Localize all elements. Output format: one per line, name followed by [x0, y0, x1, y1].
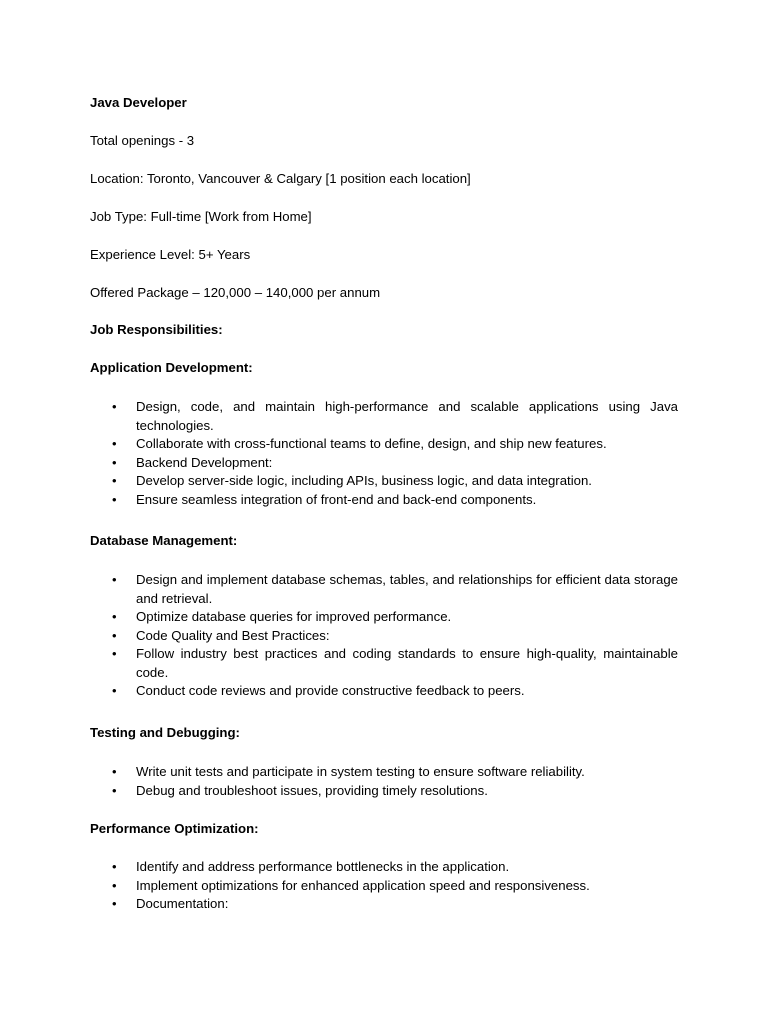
list-item-text: Identify and address performance bottlenecks in the application. [136, 859, 510, 874]
bullet-icon: • [112, 877, 117, 893]
list-item [90, 472, 678, 491]
section-heading-testing-debugging: Testing and Debugging: [90, 725, 240, 740]
bullet-icon: • [112, 764, 117, 779]
list-item [90, 858, 678, 877]
list-item [90, 627, 678, 646]
list-item [90, 877, 678, 896]
list-item-text: Conduct code reviews and provide constructive feedback to peers. [136, 683, 525, 698]
performance-optimization-list [90, 858, 678, 914]
list-item-text: Optimize database queries for improved performance. [136, 609, 452, 624]
bullet-icon: • [112, 454, 117, 470]
bullet-icon: • [112, 491, 117, 507]
list-item-text: Implement optimizations for enhanced application speed and responsiveness. [136, 877, 590, 893]
testing-debugging-list [90, 763, 678, 800]
list-item [90, 763, 678, 782]
responsibilities-heading: Job Responsibilities: [90, 322, 223, 337]
list-item [90, 895, 678, 914]
job-type: Job Type: Full-time [Work from Home] [90, 209, 312, 224]
bullet-icon: • [112, 436, 117, 451]
bullet-icon: • [112, 473, 117, 488]
list-item-text: Backend Development: [136, 454, 273, 470]
list-item-text: Design and implement database schemas, tables, and relationships for efficient data storage and retrieval. [136, 572, 678, 606]
list-item [90, 454, 678, 473]
bullet-icon: • [112, 572, 117, 587]
list-item [90, 571, 678, 608]
experience-level: Experience Level: 5+ Years [90, 247, 251, 262]
bullet-icon: • [112, 683, 117, 698]
database-management-list [90, 571, 678, 701]
total-openings: Total openings - 3 [90, 133, 195, 148]
location: Location: Toronto, Vancouver & Calgary [1 position each location] [90, 171, 471, 186]
list-item-text: Debug and troubleshoot issues, providing timely resolutions. [136, 782, 488, 798]
list-item [90, 608, 678, 627]
list-item-text: Write unit tests and participate in system testing to ensure software reliability. [136, 764, 585, 779]
offered-package: Offered Package – 120,000 – 140,000 per annum [90, 285, 381, 300]
section-heading-database-management: Database Management: [90, 533, 238, 548]
list-item-text: Code Quality and Best Practices: [136, 627, 330, 643]
bullet-icon: • [112, 399, 117, 414]
bullet-icon: • [112, 896, 117, 911]
list-item [90, 398, 678, 435]
bullet-icon: • [112, 609, 117, 624]
job-title: Java Developer [90, 95, 187, 110]
section-heading-application-development: Application Development: [90, 360, 253, 375]
list-item [90, 682, 678, 701]
section-heading-performance-optimization: Performance Optimization: [90, 821, 259, 836]
bullet-icon: • [112, 859, 117, 874]
list-item-text: Ensure seamless integration of front-end and back-end components. [136, 491, 537, 507]
list-item-text: Follow industry best practices and coding standards to ensure high-quality, maintainable code. [136, 646, 678, 680]
bullet-icon: • [112, 646, 117, 661]
list-item [90, 435, 678, 454]
list-item-text: Design, code, and maintain high-performance and scalable applications using Java technologies. [136, 399, 678, 433]
list-item [90, 782, 678, 801]
bullet-icon: • [112, 627, 117, 643]
bullet-icon: • [112, 782, 117, 798]
list-item [90, 491, 678, 510]
list-item-text: Collaborate with cross-functional teams to define, design, and ship new features. [136, 436, 607, 451]
list-item-text: Documentation: [136, 896, 229, 911]
list-item [90, 645, 678, 682]
application-development-list [90, 398, 678, 509]
list-item-text: Develop server-side logic, including APIs, business logic, and data integration. [136, 473, 592, 488]
